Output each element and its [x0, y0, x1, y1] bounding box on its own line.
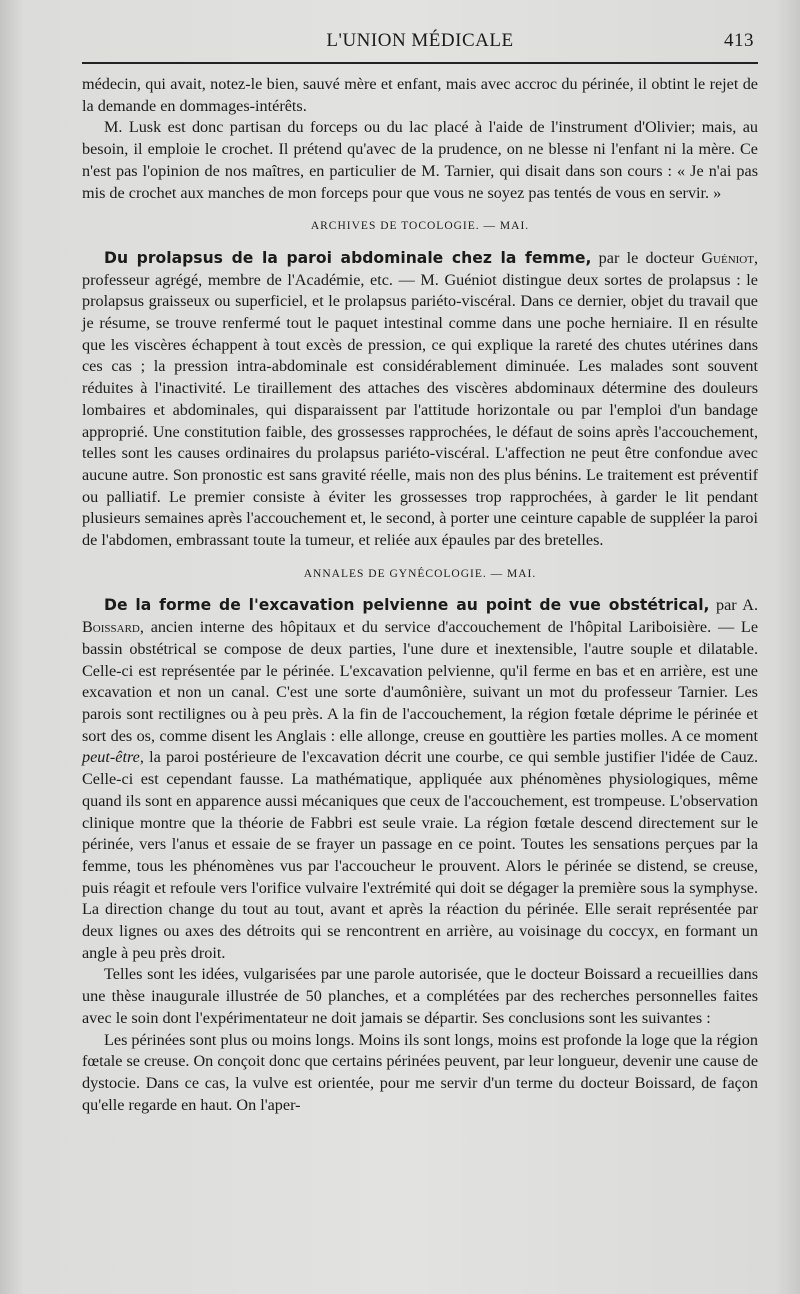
author-prefix: par A. [709, 596, 759, 615]
paragraph: Telles sont les idées, vulgarisées par une parole autorisée, que le docteur Boissard a recueillies dans une thèse inaugurale illustrée de 50 planches, et a complétées par des recherches personnelles faites avec le soin dont l'expérimentateur ne doit jamais se départir. Ses conclusions sont les suivantes : [82, 965, 758, 1027]
article-text: , professeur agrégé, membre de l'Académie, etc. — M. Guéniot distingue deux sortes de prolapsus : le prolapsus graisseux ou superficiel, et le prolapsus pariéto-viscéral. Dans ce dernier, objet du travail que je résume, se trouve renfermé tout le paquet intestinal comme dans une poche herniaire. Il en résulte que les viscères échappent à tout excès de pression, ce qui explique la rareté des chutes utérines dans ces cas ; la pression intra-abdominale est considérablement diminuée. Les malades sont souvent réduites à l'inactivité. Le tiraillement des attaches des viscères abdominaux détermine des douleurs lombaires et abdominales, qui disparaissent par l'attitude horizontale ou par l'emploi d'un bandage approprié. Une constitution faible, des grossesses rapprochées, le défaut de soins après l'accouchement, telles sont les causes ordinaires du prolapsus pariéto-viscéral. L'affection ne peut être confondue avec aucune autre. Son pronostic est sans gravité réelle, mais non des plus bénins. Le traitement est préventif ou palliatif. Le premier consiste à éviter les grossesses trop rapprochées, à garder le lit pendant plusieurs semaines après l'accouchement et, le second, à porter une ceinture capable de suppléer la paroi de l'abdomen, embrassant toute la tumeur, et reliée aux épaules par des bretelles. [82, 248, 759, 550]
article-text: , la paroi postérieure de l'excavation décrit une courbe, ce qui semble justifier l'idée de Cauz. Celle-ci est cependant fausse. La mathématique, appliquée aux phénomènes physiologiques, même quand ils sont en apparence aussi mécaniques que ceux de l'accouchement, est trompeuse. L'observation clinique montre que la théorie de Fabbri est seule vraie. La région fœtale descend directement sur le périnée, vers l'anus et essaie de se frayer un passage en ce point. Toutes les sensations perçues par la femme, tous les phénomènes vus par l'accoucheur le prouvent. Alors le périnée se distend, se creuse, puis réagit et refoule vers l'orifice vulvaire l'extrémité qui doit se dégager la première sous la symphyse. La direction change du tout au tout, avant et après la réaction du périnée. Elle serait représentée par deux lignes ou axes des détroits qui se rencontrent en arrière, au voisinage du coccyx, en formant un angle à peu près droit. [82, 748, 758, 962]
article-title: Du prolapsus de la paroi abdominale chez la femme, [104, 248, 592, 267]
section-heading-archives: ARCHIVES DE TOCOLOGIE. — MAI. [310, 220, 530, 233]
paragraph: Les périnées sont plus ou moins longs. Moins ils sont longs, moins est profonde la loge que la région fœtale se creuse. On conçoit donc que certains périnées peuvent, par leur longueur, devenir une cause de dystocie. Dans ce cas, la vulve est orientée, pour me servir d'un terme du docteur Boissard, de façon qu'elle regarde en haut. On l'aper- [82, 1030, 758, 1114]
journal-title: L'UNION MÉDICALE [326, 30, 514, 51]
author-name: Boissard [82, 618, 140, 637]
paragraph: médecin, qui avait, notez-le bien, sauvé mère et enfant, mais avec accroc du périnée, il obtint le rejet de la demande en dommages-intérêts. [82, 75, 758, 115]
header-rule [82, 62, 758, 64]
article-text: , ancien interne des hôpitaux et du service d'accouchement de l'hôpital Lariboisière. — Le bassin obstétrical se compose de deux parties, l'une dure et inextensible, l'autre souple et dilatable. Celle-ci est représentée par le périnée. L'excavation pelvienne, qu'il ferme en bas et en arrière, est une excavation et non un canal. C'est une sorte d'aumônière, suivant un mot du professeur Tarnier. Les parois sont rectilignes ou à peu près. A la fin de l'accouchement, la région fœtale déprime le périnée et sort des os, comme disent les Anglais : elle allonge, creuse en gouttière les parties molles. A ce moment [82, 618, 758, 745]
article-title: De la forme de l'excavation pelvienne au point de vue obstétrical, [104, 596, 710, 615]
article-excavation [82, 595, 758, 964]
italic-text: peut-être [82, 748, 140, 767]
page-number: 413 [724, 30, 754, 51]
page-body [82, 74, 758, 1116]
paragraph: M. Lusk est donc partisan du forceps ou du lac placé à l'aide de l'instrument d'Olivier; mais, au besoin, il emploie le crochet. Il prétend qu'avec de la prudence, on ne blesse ni l'enfant ni la mère. Ce n'est pas l'opinion de nos maîtres, en particulier de M. Tarnier, qui disait dans son cours : « Je n'ai pas mis de crochet aux manches de mon forceps pour que vous ne soyez pas tentés de vous en servir. » [82, 118, 758, 202]
author-name: Guéniot [701, 248, 754, 267]
article-prolapsus [82, 248, 758, 552]
running-header [82, 30, 758, 58]
section-heading-annales: ANNALES DE GYNÉCOLOGIE. — MAI. [303, 567, 537, 580]
author-prefix: par le docteur [591, 248, 702, 267]
